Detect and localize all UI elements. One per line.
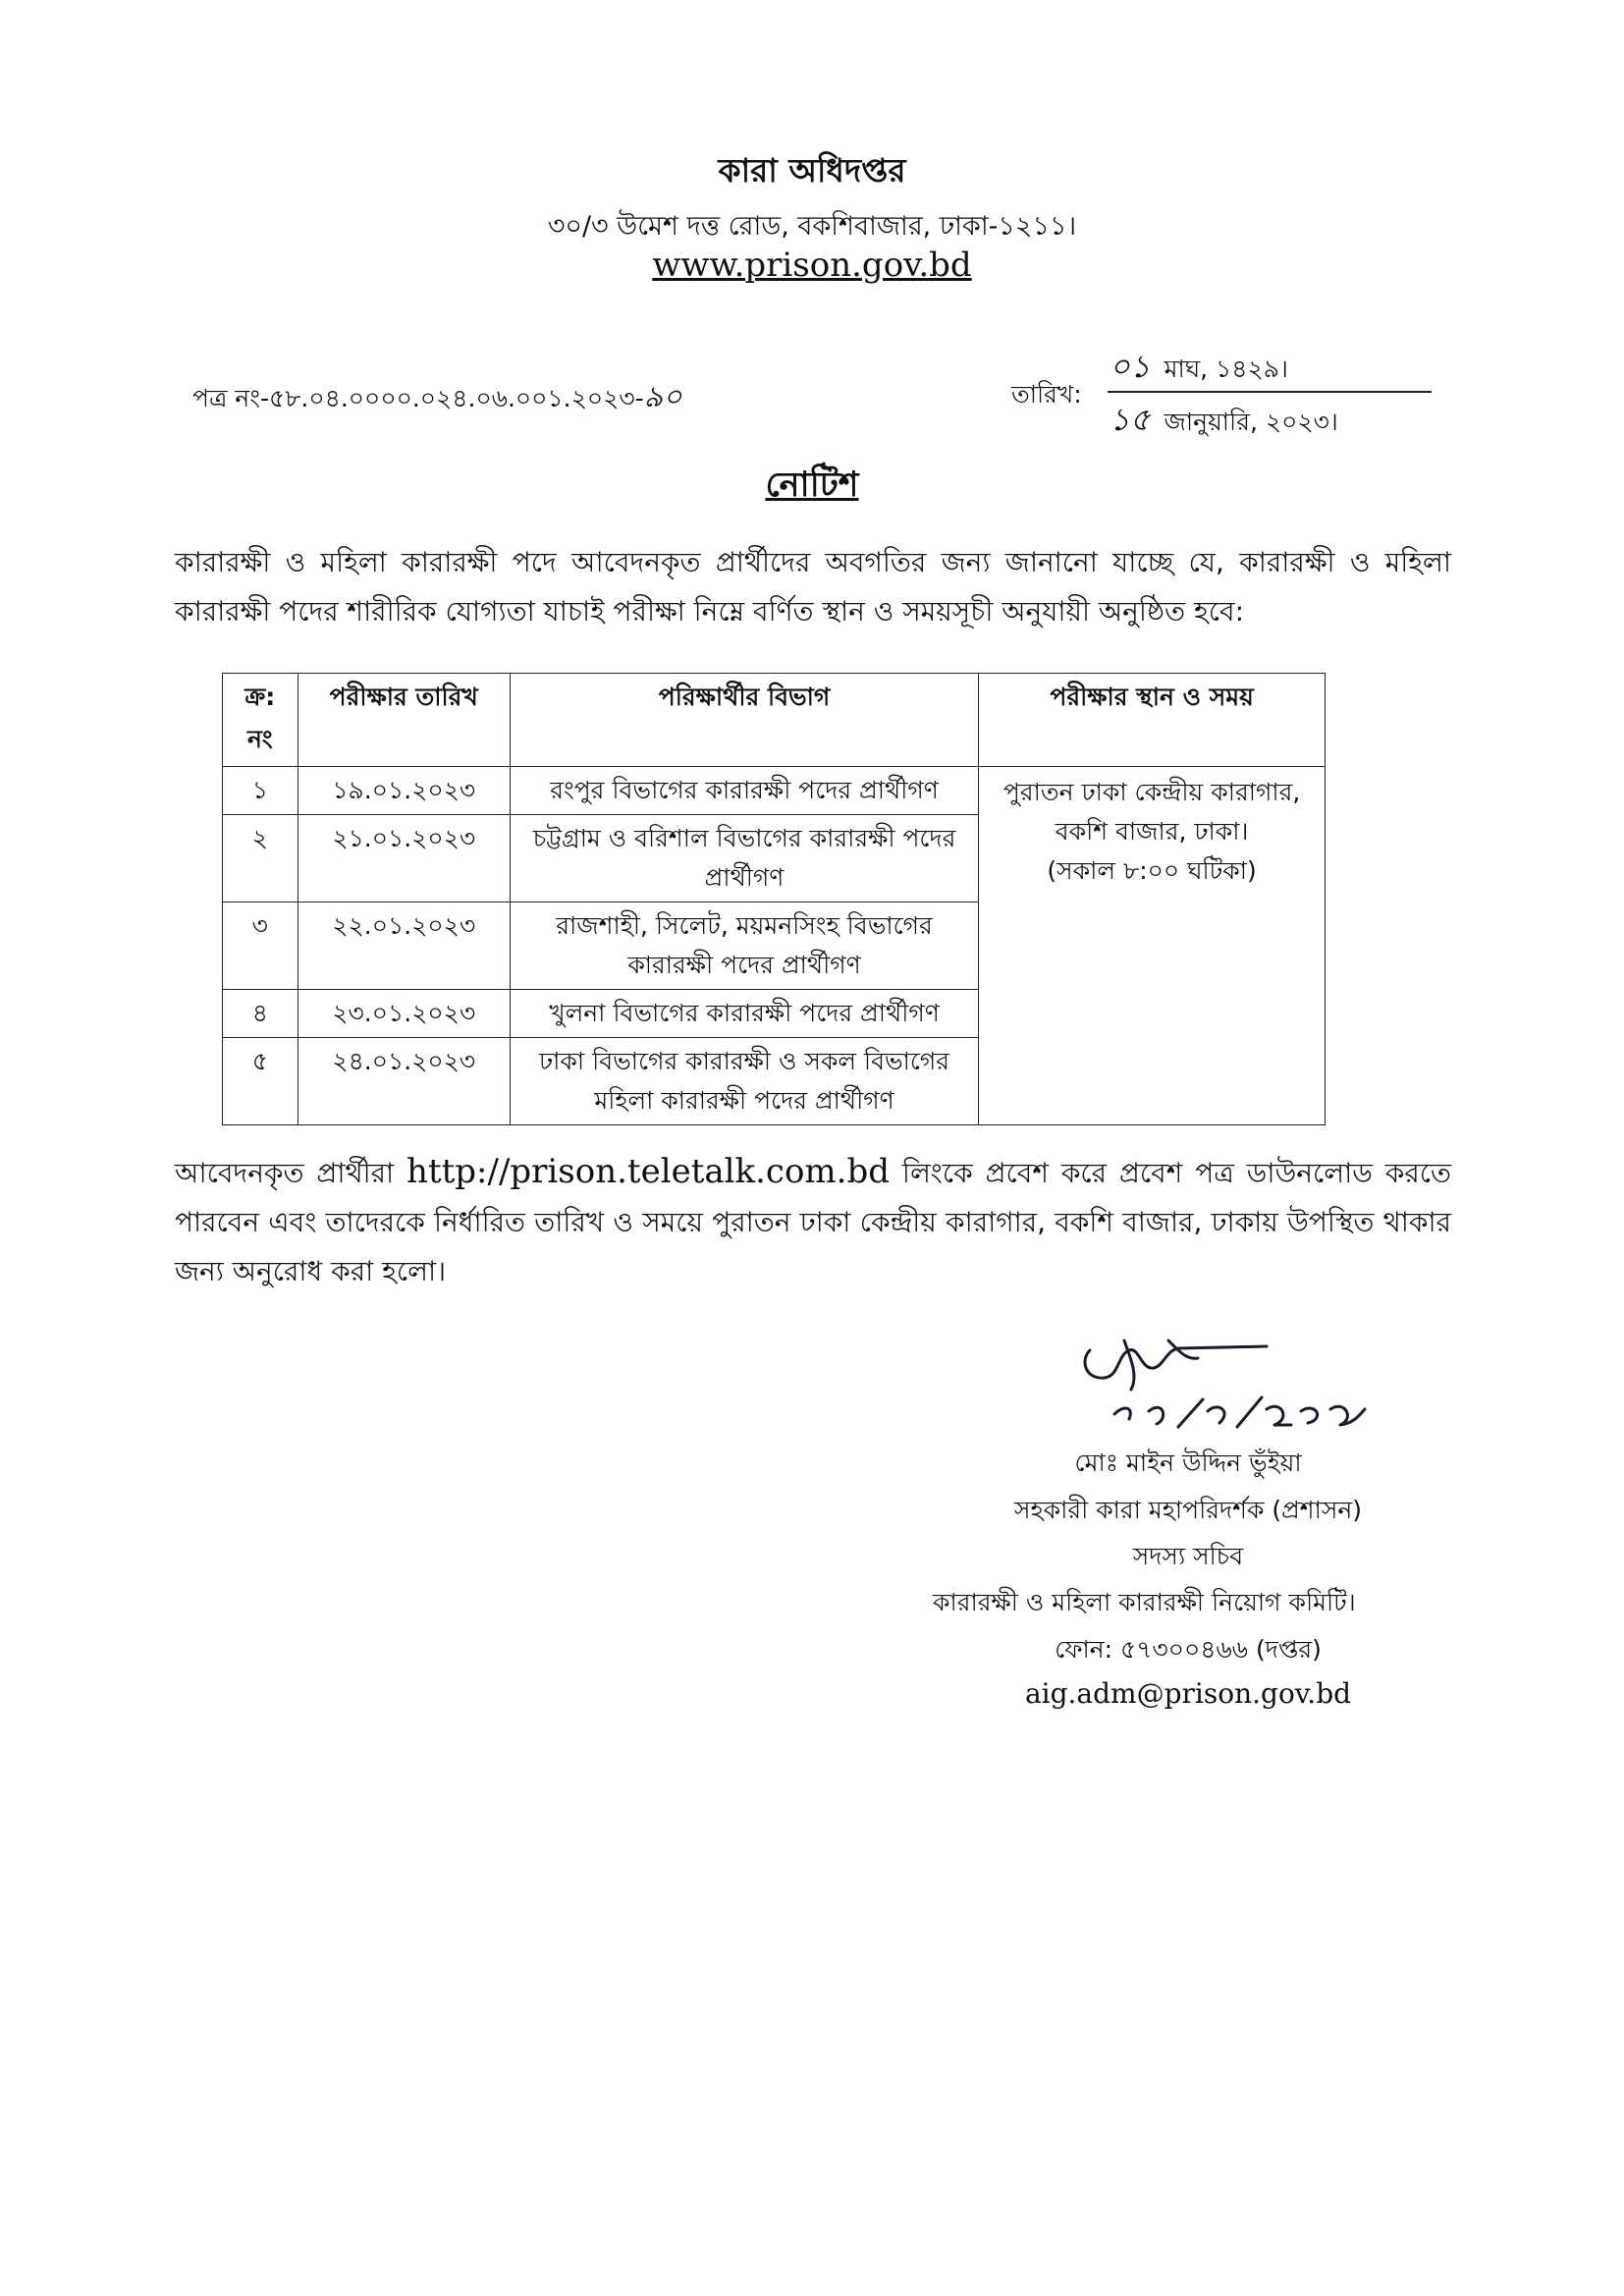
date-bangla-day: ০১	[1110, 348, 1151, 385]
notice-heading	[0, 458, 1624, 516]
cell-date: ২৪.০১.২০২৩	[298, 1038, 510, 1125]
cell-serial: ৫	[223, 1038, 298, 1125]
closing-after-link: লিংকে প্রবেশ করে প্রবেশ পত্র ডাউনলোড করতে পারবেন এবং তাদেরকে নির্ধারিত তারিখ ও সময়ে পুরাতন ঢাকা কেন্দ্রীয় কারাগার, বকশি বাজার, ঢাকায় উপস্থিত থাকার জন্য অনুরোধ করা হলো।	[175, 1157, 1451, 1287]
date-english-day: ১৫	[1110, 401, 1151, 438]
office-name: কারা অধিদপ্তর	[718, 151, 906, 190]
header-serial: ক্র: নং	[223, 674, 298, 767]
handwritten-signature	[1070, 1321, 1394, 1439]
venue-time: (সকাল ৮:০০ ঘটিকা)	[1047, 856, 1257, 885]
cell-division: চট্টগ্রাম ও বরিশাল বিভাগের কারারক্ষী পদের প্রার্থীগণ	[510, 815, 978, 902]
signatory-designation: সহকারী কারা মহাপরিদর্শক (প্রশাসন)	[1013, 1496, 1363, 1524]
cell-venue	[979, 767, 1326, 1125]
closing-before-link: আবেদনকৃত প্রার্থীরা	[175, 1157, 407, 1189]
cell-date: ২২.০১.২০২৩	[298, 902, 510, 990]
memo-prefix: পত্র নং-৫৮.০৪.০০০০.০২৪.০৬.০০১.২০২৩-	[192, 384, 644, 412]
cell-serial: ১	[223, 767, 298, 815]
header-venue: পরীক্ষার স্থান ও সময়	[979, 674, 1326, 767]
signatory-phone: ফোন: ৫৭৩০০৪৬৬ (দপ্তর)	[1055, 1635, 1322, 1664]
cell-serial: ২	[223, 815, 298, 902]
date-divider	[1108, 391, 1432, 393]
office-website-link[interactable]: www.prison.gov.bd	[652, 246, 972, 285]
cell-serial: ৩	[223, 902, 298, 990]
cell-division: রাজশাহী, সিলেট, ময়মনসিংহ বিভাগের কারারক্ষী পদের প্রার্থীগণ	[510, 902, 978, 990]
office-address: ৩০/৩ উমেশ দত্ত রোড, বকশিবাজার, ঢাকা-১২১১।	[547, 211, 1077, 242]
closing-paragraph	[175, 1147, 1451, 1296]
schedule-table	[222, 673, 1326, 1125]
cell-date: ২৩.০১.২০২৩	[298, 990, 510, 1038]
header-date: পরীক্ষার তারিখ	[298, 674, 510, 767]
date-bangla-rest: মাঘ, ১৪২৯।	[1164, 355, 1288, 383]
cell-date: ২১.০১.২০২৩	[298, 815, 510, 902]
admit-card-link[interactable]: http://prison.teletalk.com.bd	[406, 1152, 891, 1191]
signatory-role: সদস্য সচিব	[1132, 1542, 1244, 1570]
date-english	[1110, 395, 1338, 448]
memo-number	[192, 373, 682, 423]
venue-text: পুরাতন ঢাকা কেন্দ্রীয় কারাগার, বকশি বাজার, ঢাকা।	[1002, 778, 1301, 846]
memo-handwritten-number: ৯০	[643, 380, 682, 414]
signatory-email-link[interactable]: aig.adm@prison.gov.bd	[1024, 1677, 1352, 1710]
table-row	[223, 767, 1326, 815]
date-label: তারিখ:	[1011, 380, 1082, 409]
notice-title: নোটিশ	[765, 465, 859, 505]
cell-division: রংপুর বিভাগের কারারক্ষী পদের প্রার্থীগণ	[510, 767, 978, 815]
cell-division: খুলনা বিভাগের কারারক্ষী পদের প্রার্থীগণ	[510, 990, 978, 1038]
cell-serial: ৪	[223, 990, 298, 1038]
intro-paragraph: কারারক্ষী ও মহিলা কারারক্ষী পদে আবেদনকৃত প্রার্থীদের অবগতির জন্য জানানো যাচ্ছে যে, কারারক্ষী ও মহিলা কারারক্ষী পদের শারীরিক যোগ্যতা যাচাই পরীক্ষা নিম্নে বর্ণিত স্থান ও সময়সূচী অনুযায়ী অনুষ্ঠিত হবে:	[175, 546, 1451, 628]
signatory-name: মোঃ মাইন উদ্দিন ভুঁইয়া	[1074, 1449, 1302, 1477]
signatory-committee: কারারক্ষী ও মহিলা কারারক্ষী নিয়োগ কমিটি।	[933, 1588, 1356, 1616]
cell-division: ঢাকা বিভাগের কারারক্ষী ও সকল বিভাগের মহিলা কারারক্ষী পদের প্রার্থীগণ	[510, 1038, 978, 1125]
date-bangla	[1110, 342, 1288, 395]
table-header-row	[223, 674, 1326, 767]
header-division: পরিক্ষার্থীর বিভাগ	[510, 674, 978, 767]
cell-date: ১৯.০১.২০২৩	[298, 767, 510, 815]
date-english-rest: জানুয়ারি, ২০২৩।	[1164, 408, 1338, 436]
